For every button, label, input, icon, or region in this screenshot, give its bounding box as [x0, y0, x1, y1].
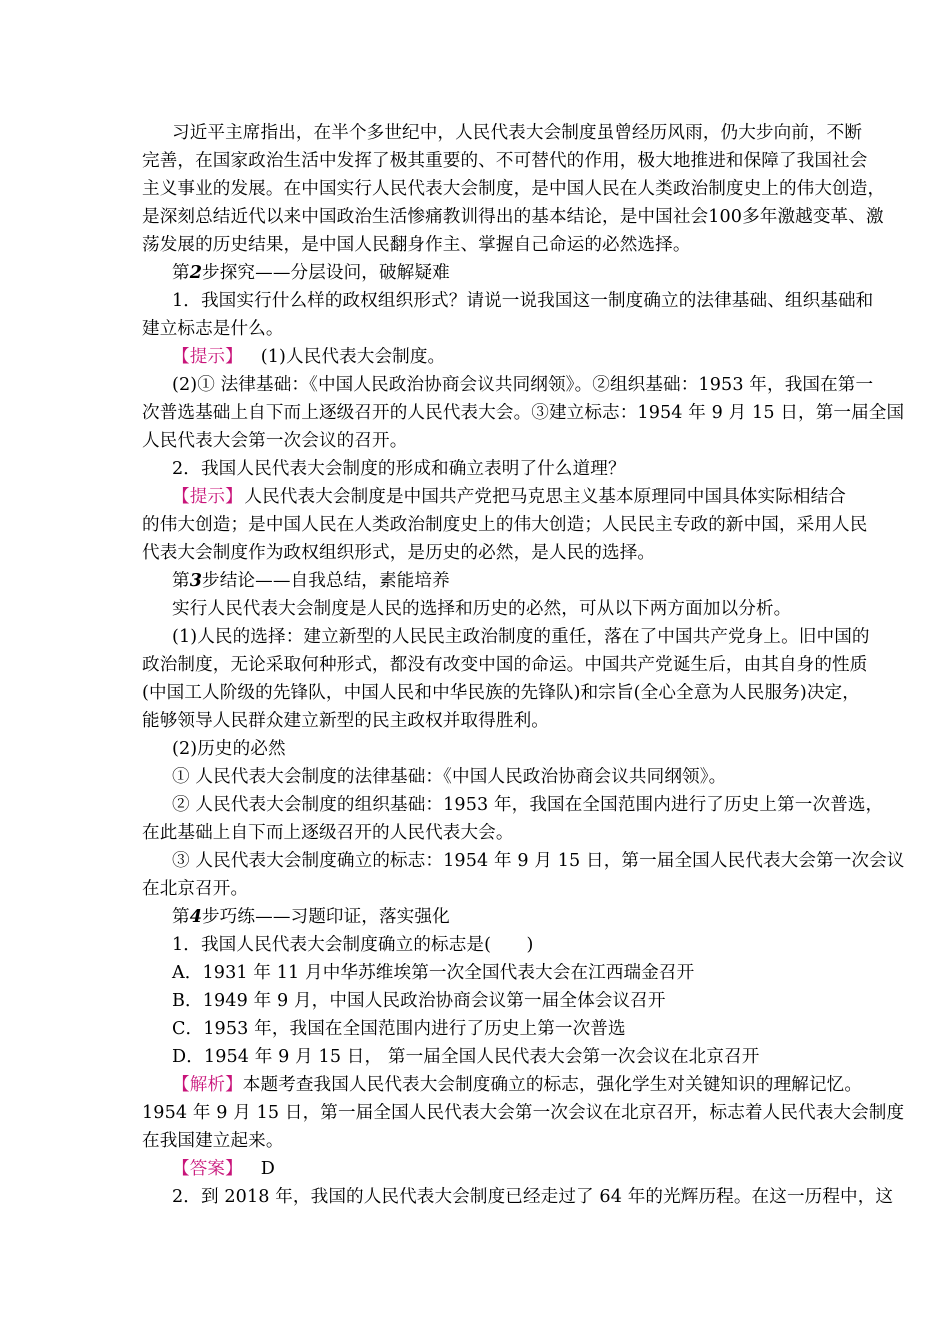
hint-label: 【提示】	[172, 487, 243, 507]
intro-line: 习近平主席指出，在半个多世纪中，人民代表大会制度虽曾经历风雨，仍大步向前，不断	[172, 123, 863, 143]
hint-2	[172, 486, 846, 508]
step3-line: 在北京召开。	[142, 879, 249, 899]
hint-1-line: (2)① 法律基础：《中国人民政治协商会议共同纲领》。②组织基础：1953 年，我国在第一	[172, 375, 874, 395]
hint-1-line: 次普选基础上自下而上逐级召开的人民代表大会。③建立标志：1954 年 9 月 15 日，第一届全国	[142, 403, 905, 423]
hint-1-text: (1)人民代表大会制度。	[260, 347, 446, 367]
step3-number: 3	[189, 570, 203, 591]
hint-label: 【提示】	[172, 347, 243, 367]
option-d: D．1954 年 9 月 15 日， 第一届全国人民代表大会第一次会议在北京召开	[172, 1047, 760, 1067]
step4-number: 4	[189, 906, 203, 927]
analysis	[172, 1074, 863, 1096]
analysis-line: 1954 年 9 月 15 日，第一届全国人民代表大会第一次会议在北京召开，标志着人民代表大会制度	[142, 1103, 905, 1123]
step2-title: 步探究——分层设问，破解疑难	[202, 263, 450, 283]
step2-heading	[172, 262, 846, 284]
option-b: B．1949 年 9 月，中国人民政治协商会议第一届全体会议召开	[172, 991, 666, 1011]
step2-question-2: 2．我国人民代表大会制度的形成和确立表明了什么道理？	[172, 459, 626, 479]
step3-line: ③ 人民代表大会制度确立的标志：1954 年 9 月 15 日，第一届全国人民代表大会第一次会议	[172, 851, 905, 871]
answer-label: 【答案】	[172, 1159, 243, 1179]
hint-1	[172, 346, 846, 368]
answer-value: D	[260, 1159, 275, 1179]
option-c: C．1953 年，我国在全国范围内进行了历史上第一次普选	[172, 1019, 626, 1039]
intro-line: 是深刻总结近代以来中国政治生活惨痛教训得出的基本结论，是中国社会100多年激越变革、激	[142, 207, 884, 227]
step3-line: ② 人民代表大会制度的组织基础：1953 年，我国在全国范围内进行了历史上第一次普选，	[172, 795, 884, 815]
hint-2-line: 的伟大创造；是中国人民在人类政治制度史上的伟大创造；人民民主专政的新中国，采用人民	[142, 515, 868, 535]
hint-2-line: 代表大会制度作为政权组织形式，是历史的必然，是人民的选择。	[142, 543, 656, 563]
step2-number: 2	[189, 262, 203, 283]
step3-line: 在此基础上自下而上逐级召开的人民代表大会。	[142, 823, 514, 843]
step4-title: 步巧练——习题印证，落实强化	[202, 907, 450, 927]
step3-title: 步结论——自我总结，素能培养	[202, 571, 450, 591]
step3-heading	[172, 570, 846, 592]
answer	[172, 1158, 846, 1180]
hint-1-line: 人民代表大会第一次会议的召开。	[142, 431, 408, 451]
hint-2-text: 人民代表大会制度是中国共产党把马克思主义基本原理同中国具体实际相结合	[244, 487, 846, 507]
analysis-text: 本题考查我国人民代表大会制度确立的标志，强化学生对关键知识的理解记忆。	[242, 1075, 863, 1095]
step3-line: (中国工人阶级的先锋队，中国人民和中华民族的先锋队)和宗旨(全心全意为人民服务)决定，	[142, 683, 860, 703]
step3-line: 能够领导人民群众建立新型的民主政权并取得胜利。	[142, 711, 549, 731]
step3-prefix: 第	[172, 571, 190, 591]
analysis-line: 在我国建立起来。	[142, 1131, 284, 1151]
step3-line: (1)人民的选择：建立新型的人民民主政治制度的重任，落在了中国共产党身上。旧中国的	[172, 627, 870, 647]
analysis-label: 【解析】	[172, 1075, 243, 1095]
intro-line: 荡发展的历史结果，是中国人民翻身作主、掌握自己命运的必然选择。	[142, 235, 691, 255]
intro-line: 主义事业的发展。在中国实行人民代表大会制度，是中国人民在人类政治制度史上的伟大创造，	[142, 179, 886, 199]
exercise-question-1: 1．我国人民代表大会制度确立的标志是( )	[172, 935, 534, 955]
step3-line: 政治制度，无论采取何种形式，都没有改变中国的命运。中国共产党诞生后，由其自身的性质	[142, 655, 868, 675]
step4-prefix: 第	[172, 907, 190, 927]
intro-line: 完善，在国家政治生活中发挥了极其重要的、不可替代的作用，极大地推进和保障了我国社会	[142, 151, 868, 171]
step4-heading	[172, 906, 846, 928]
step2-prefix: 第	[172, 263, 190, 283]
step3-line: 实行人民代表大会制度是人民的选择和历史的必然，可从以下两方面加以分析。	[172, 599, 792, 619]
step3-line: ① 人民代表大会制度的法律基础：《中国人民政治协商会议共同纲领》。	[172, 767, 727, 787]
exercise-question-2: 2．到 2018 年，我国的人民代表大会制度已经走过了 64 年的光辉历程。在这一历程中，这	[172, 1187, 894, 1207]
step3-line: (2)历史的必然	[172, 739, 286, 759]
option-a: A．1931 年 11 月中华苏维埃第一次全国代表大会在江西瑞金召开	[172, 963, 695, 983]
step2-question-1-cont: 建立标志是什么。	[142, 319, 284, 339]
step2-question-1: 1．我国实行什么样的政权组织形式？请说一说我国这一制度确立的法律基础、组织基础和	[172, 291, 874, 311]
